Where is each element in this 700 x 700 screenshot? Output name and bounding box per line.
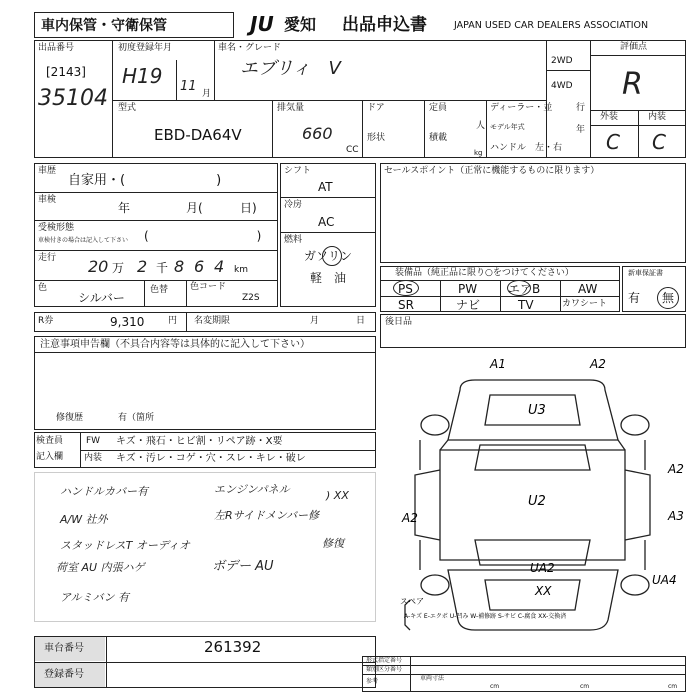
storage-box bbox=[34, 12, 234, 38]
mileage-u2: 千 bbox=[156, 261, 169, 275]
lot-label: 出品番号 bbox=[38, 43, 75, 53]
first-reg-label: 初度登録年月 bbox=[118, 43, 173, 53]
shape-label: 形状 bbox=[367, 133, 386, 143]
shift-label: シフト bbox=[284, 166, 312, 176]
recycle-value: 9,310 bbox=[110, 315, 145, 329]
diagram-label-a2-top: A2 bbox=[590, 357, 606, 371]
load-label: 積載 bbox=[429, 133, 448, 143]
equip-ps: PS bbox=[398, 282, 413, 296]
load-unit: kg bbox=[474, 149, 483, 157]
fuel-diesel: 軽 油 bbox=[310, 271, 347, 285]
mileage-d2: 2 bbox=[137, 257, 148, 276]
inspection-month: 月( bbox=[186, 201, 203, 215]
acceptance-paren: ( ) bbox=[144, 229, 262, 243]
diagram-label-a1: A1 bbox=[490, 357, 506, 371]
mileage-d1: 20 bbox=[88, 257, 109, 276]
note-side-member: 左Rサイドメンバー修 bbox=[214, 509, 319, 522]
recycle-unit: 円 bbox=[168, 316, 178, 326]
color-change-label: 色替 bbox=[150, 285, 169, 295]
warranty-yes: 有 bbox=[628, 291, 641, 305]
equipment-label: 装備品（純正品に限り○をつけてください） bbox=[395, 268, 574, 278]
recycle-label: R券 bbox=[38, 316, 54, 326]
diagram-label-a3: A3 bbox=[668, 509, 684, 523]
note-aw: A/W 社外 bbox=[60, 513, 108, 526]
fw-label: FW bbox=[86, 436, 101, 446]
acceptance-note: 車検付きの場合は記入して下さい bbox=[38, 237, 129, 244]
top-grid bbox=[34, 40, 686, 158]
color-value: シルバー bbox=[78, 291, 125, 305]
dims-label: 車両寸法 bbox=[420, 675, 445, 682]
inspection-day: 日) bbox=[240, 201, 257, 215]
chassis-number: 261392 bbox=[204, 638, 262, 656]
model-value: EBD-DA64V bbox=[154, 126, 242, 144]
note-handle-cover: ハンドルカバー有 bbox=[60, 485, 148, 498]
equip-airbag-circle bbox=[507, 280, 531, 296]
displacement-value: 660 bbox=[302, 124, 333, 143]
inspection-year: 年 bbox=[118, 201, 131, 215]
postdate-box bbox=[380, 314, 686, 348]
warranty-no: 無 bbox=[662, 291, 675, 305]
fw-items: キズ・飛石・ヒビ割・リペア跡・X要 bbox=[116, 436, 283, 447]
note-cargo: 荷室 AU 内張ハゲ bbox=[56, 561, 145, 574]
fuel-label: 燃料 bbox=[284, 235, 303, 245]
first-reg-month: 11 bbox=[180, 79, 197, 94]
equip-sr: SR bbox=[398, 298, 414, 312]
mileage-d4: 6 bbox=[194, 257, 205, 276]
interior-grade: C bbox=[652, 130, 666, 154]
notes-box bbox=[34, 336, 376, 430]
note-aluminum-van: アルミバン 有 bbox=[60, 591, 130, 604]
org-name: 愛知 bbox=[284, 15, 317, 34]
displacement-label: 排気量 bbox=[277, 103, 305, 113]
dealer-label: ディーラー・並 bbox=[490, 103, 553, 113]
drive-4wd: 4WD bbox=[551, 81, 573, 91]
shift-value: AT bbox=[318, 180, 333, 194]
equip-ps-circle bbox=[393, 280, 419, 296]
lot-sub: [2143] bbox=[46, 65, 86, 79]
mileage-u1: 万 bbox=[112, 261, 125, 275]
model-year-unit: 年 bbox=[576, 125, 586, 135]
postdate-label: 後日品 bbox=[385, 317, 413, 327]
equip-leather: カワシート bbox=[562, 299, 608, 309]
notes-label: 注意事項申告欄（不具合内容等は具体的に記入して下さい） bbox=[40, 339, 310, 350]
history-value: 自家用・( ) bbox=[68, 173, 222, 188]
capacity-unit: 人 bbox=[476, 121, 486, 131]
rating-label: 評価点 bbox=[620, 42, 648, 52]
fuel-circle bbox=[322, 246, 342, 266]
model-label: 型式 bbox=[118, 103, 137, 113]
color-code: Z2S bbox=[242, 293, 260, 303]
warranty-label: 新車保証書 bbox=[628, 269, 663, 277]
equip-pw: PW bbox=[458, 282, 478, 296]
diagram-spare: スペア bbox=[400, 597, 424, 606]
inspector-label-1: 検査員 bbox=[36, 436, 64, 446]
ju-logo: JU bbox=[250, 12, 274, 36]
name-change-label: 名変期限 bbox=[194, 316, 231, 326]
interior-label: 内装 bbox=[648, 112, 667, 122]
note-xx: ) XX bbox=[326, 489, 349, 502]
history-label: 車歴 bbox=[38, 166, 57, 176]
first-reg-unit: 月 bbox=[202, 89, 212, 99]
diagram-label-u3: U3 bbox=[528, 403, 546, 418]
inspector-label-2: 記入欄 bbox=[36, 452, 64, 462]
equip-aw: AW bbox=[578, 282, 598, 296]
cooling-value: AC bbox=[318, 215, 335, 229]
equip-airbag: エアB bbox=[508, 282, 541, 296]
storage-label: 車内保管・守衛保管 bbox=[41, 18, 167, 34]
cooling-label: 冷房 bbox=[284, 200, 303, 210]
diagram-label-xx: XX bbox=[535, 584, 552, 598]
car-name: エブリィ V bbox=[240, 58, 341, 79]
document-title: 出品申込書 bbox=[342, 15, 427, 35]
sales-point-label: セールスポイント（正常に機能するものに限ります） bbox=[384, 166, 600, 176]
diagram-label-ua4: UA4 bbox=[652, 573, 677, 587]
sales-point-box bbox=[380, 163, 686, 263]
color-code-label: 色コード bbox=[190, 282, 227, 292]
exterior-grade: C bbox=[606, 130, 620, 154]
inspection-label: 車検 bbox=[38, 195, 57, 205]
door-label: ドア bbox=[367, 103, 385, 113]
mileage-label: 走行 bbox=[38, 253, 57, 263]
chassis-label: 車台番号 bbox=[44, 643, 84, 654]
displacement-unit: CC bbox=[346, 145, 359, 155]
diagram-label-u2: U2 bbox=[528, 494, 546, 509]
cert-label: 形式指定番号 bbox=[366, 657, 403, 664]
diagram-label-ua2: UA2 bbox=[530, 561, 555, 575]
exterior-label: 外装 bbox=[600, 112, 619, 122]
cm-2: cm bbox=[580, 683, 590, 690]
fuel-gasoline: ガソリン bbox=[304, 249, 353, 263]
repair-yes: 有（箇所 bbox=[118, 413, 155, 423]
equip-navi: ナビ bbox=[456, 298, 481, 312]
note-body: ボデー AU bbox=[212, 559, 274, 574]
equip-tv: TV bbox=[518, 298, 534, 312]
handle-label: ハンドル 左・右 bbox=[490, 143, 563, 153]
warranty-no-circle bbox=[657, 287, 679, 309]
name-change-month: 月 bbox=[310, 316, 320, 326]
note-studless: スタッドレスT オーディオ bbox=[60, 539, 191, 552]
first-reg-era: H19 bbox=[122, 64, 163, 88]
car-name-label: 車名・グレード bbox=[218, 43, 282, 53]
damage-diagram bbox=[380, 350, 700, 640]
plate-label: 登録番号 bbox=[44, 669, 84, 680]
color-label: 色 bbox=[38, 283, 48, 293]
class-label: 類別区分番号 bbox=[366, 666, 403, 673]
diagram-label-a2-right: A2 bbox=[668, 462, 684, 476]
cm-1: cm bbox=[490, 683, 500, 690]
interior-items: キズ・汚レ・コゲ・穴・スレ・キレ・破レ bbox=[116, 453, 306, 464]
diagram-label-a2-left: A2 bbox=[402, 511, 418, 525]
dealer-label-b: 行 bbox=[576, 103, 586, 113]
association-name: JAPAN USED CAR DEALERS ASSOCIATION bbox=[454, 20, 649, 31]
note-engine-panel: エンジンパネル bbox=[214, 483, 290, 496]
rating-value: R bbox=[622, 67, 643, 102]
drive-2wd: 2WD bbox=[551, 56, 573, 66]
lot-number: 35104 bbox=[38, 86, 108, 111]
interior-items-label: 内装 bbox=[84, 453, 103, 463]
cm-3: cm bbox=[668, 683, 678, 690]
mileage-unit: km bbox=[234, 265, 248, 275]
model-year-label: モデル年式 bbox=[490, 123, 525, 131]
acceptance-label: 受検形態 bbox=[38, 223, 75, 233]
mileage-d3: 8 bbox=[174, 257, 185, 276]
diagram-legend: A-キズ E-エクボ U-凹み W-補修跡 S-サビ C-腐食 XX-交換済 bbox=[404, 613, 567, 620]
mileage-d5: 4 bbox=[214, 257, 225, 276]
capacity-label: 定員 bbox=[429, 103, 448, 113]
note-repair: 修復 bbox=[322, 537, 344, 550]
repair-label: 修復歴 bbox=[56, 413, 84, 423]
ref-label: 参考 bbox=[366, 678, 379, 685]
name-change-day: 日 bbox=[356, 316, 366, 326]
